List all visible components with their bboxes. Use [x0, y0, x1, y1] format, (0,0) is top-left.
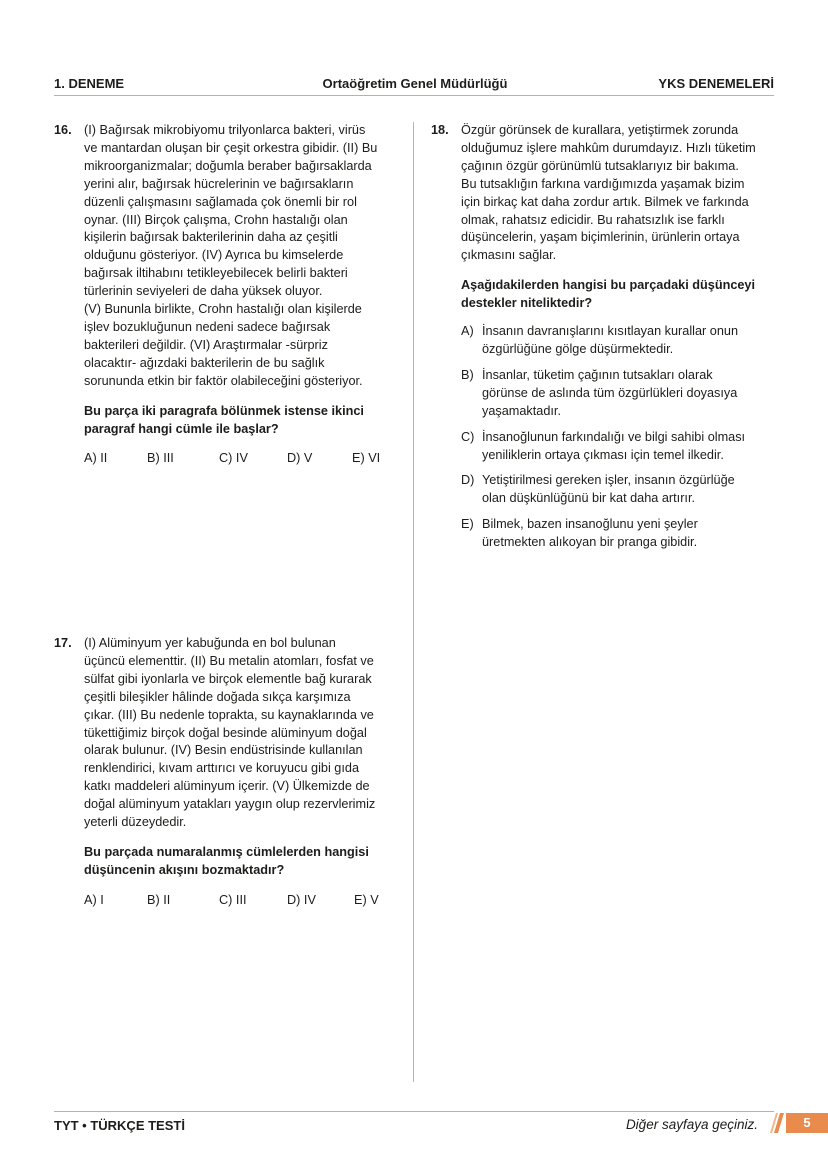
passage-line: için birkaç kat daha zordur artık. Bilmek ve farkında — [461, 194, 749, 209]
passage-line: olduğunu gösteriyor. (IV) Ayrıca bu kimselerde — [84, 248, 344, 263]
passage-line: üçüncü elementtir. (II) Bu metalin atomları, fosfat ve — [84, 653, 374, 668]
question-stem: Aşağıdakilerden hangisi bu parçadaki düşünceyi — [461, 278, 756, 293]
passage-line: çıkar. (III) Bu nedenle toprakta, su kaynaklarında ve — [84, 707, 374, 722]
answer-options — [461, 323, 776, 552]
option-text: İnsanlar, tüketim çağının tutsakları olarak — [482, 367, 713, 382]
option-text: İnsanın davranışlarını kısıtlayan kurallar onun — [482, 324, 739, 339]
column-divider — [413, 122, 414, 1082]
passage-line: (I) Bağırsak mikrobiyomu trilyonlarca bakteri, virüs — [84, 123, 366, 137]
passage-line: kişilerin bağırsak bakterilerinin daha az çeşitli — [84, 230, 338, 245]
option-d[interactable] — [461, 472, 776, 508]
passage-line: düşüncelerin, yaşam biçimlerinin, ürünlerin ortaya — [461, 230, 740, 245]
option-text: görünse de aslında tüm özgürlükleri doyasıya — [482, 385, 738, 400]
passage-line: mikroorganizmalar; doğumla beraber bağırsaklarda — [84, 158, 372, 173]
option-text: özgürlüğüne gölge düşürmektedir. — [482, 341, 674, 356]
option-text: Yetiştirilmesi gereken işler, insanın özgürlüğe — [482, 473, 735, 488]
page-number: 5 — [786, 1113, 828, 1133]
option-e[interactable] — [461, 516, 776, 552]
passage-line: (V) Bununla birlikte, Crohn hastalığı olan kişilerde — [84, 302, 362, 317]
option-c[interactable]: C) III — [219, 892, 247, 907]
option-text: üretmekten alıkoyan bir pranga gibidir. — [482, 535, 698, 550]
passage-line: olarak bulunur. (IV) Besin endüstrisinde kullanılan — [84, 743, 363, 758]
passage-line: olacaktır- ağızdaki bakterilerin de bu sağlık — [84, 355, 325, 370]
question-stem: düşüncenin akışını bozmaktadır? — [84, 862, 285, 877]
passage-line: bağırsak iltihabını tetikleyebilecek belirli bakteri — [84, 266, 348, 281]
option-a[interactable]: A) II — [84, 451, 108, 466]
option-letter: E) — [461, 517, 474, 532]
footer-test-name: TYT • TÜRKÇE TESTİ — [54, 1118, 185, 1133]
option-text: yeniliklerin ortaya çıkması için temel ilkedir. — [482, 447, 724, 462]
passage-line: Özgür görünsek de kurallara, yetiştirmek zorunda — [461, 123, 739, 137]
option-c[interactable]: C) IV — [219, 451, 248, 466]
option-text: olan düşkünlüğünü bir kat daha artırır. — [482, 491, 696, 506]
passage-line: ve mantardan oluşan bir çeşit orkestra gibidir. (II) Bu — [84, 140, 378, 155]
option-a[interactable] — [461, 323, 776, 359]
option-b[interactable]: B) II — [147, 892, 171, 907]
passage-line: çağının özgür görünümlü tutsaklarıyız bir bakıma. — [461, 158, 739, 173]
question-18 — [431, 122, 776, 560]
question-number: 17. — [54, 636, 72, 650]
option-letter: C) — [461, 429, 475, 444]
passage-line: doğal alüminyum yatakları yaygın olup rezervlerimiz — [84, 797, 376, 812]
passage-line: Bu tutsaklığın farkına vardığımızda yaşamak bizim — [461, 176, 745, 191]
stripes-icon — [770, 1113, 786, 1133]
passage-line: olmak, rahatsız edicidir. Bu rahatsızlık ise farklı — [461, 212, 725, 227]
question-stem: destekler niteliktedir? — [461, 296, 593, 311]
header-institution: Ortaöğretim Genel Müdürlüğü — [322, 76, 508, 91]
question-17 — [54, 635, 399, 910]
passage-line: (I) Alüminyum yer kabuğunda en bol bulunan — [84, 636, 336, 650]
option-letter: D) — [461, 473, 475, 488]
header-divider — [54, 95, 774, 96]
passage-line: tükettiğimiz birçok doğal besinde alüminyum doğal — [84, 725, 367, 740]
option-letter: A) — [461, 324, 474, 339]
question-16 — [54, 122, 399, 468]
question-stem: paragraf hangi cümle ile başlar? — [84, 421, 279, 436]
passage-line: sorununda etkin bir faktör olabileceğini gösteriyor. — [84, 373, 363, 388]
footer-next-page-note: Diğer sayfaya geçiniz. — [625, 1117, 758, 1132]
footer-divider — [54, 1111, 774, 1112]
option-d[interactable]: D) IV — [287, 892, 316, 907]
option-text: Bilmek, bazen insanoğlunu yeni şeyler — [482, 517, 698, 532]
header-exam-title: 1. DENEME — [54, 76, 125, 91]
passage-line: olduğumuz işlere mahkûm durumdayız. Hızlı tüketim — [461, 140, 756, 155]
option-text: yaşamaktadır. — [482, 403, 561, 418]
passage-line: bakterileri değildir. (VI) Araştırmalar -sürpriz — [84, 337, 328, 352]
passage-line: çıkmasını sağlar. — [461, 248, 557, 263]
passage-line: yerini alır, bağırsak hücrelerinin ve bağırsakların — [84, 176, 354, 191]
passage-line: düzenli çalışmasını sağlamada çok önemli bir rol — [84, 194, 357, 209]
header-series: YKS DENEMELERİ — [658, 76, 774, 91]
question-stem: Bu parça iki paragrafa bölünmek istense ikinci — [84, 403, 364, 418]
passage-line: türlerinin seviyeleri de daha yüksek oluyor. — [84, 284, 323, 299]
option-e[interactable]: E) VI — [352, 451, 381, 466]
option-letter: B) — [461, 367, 474, 382]
question-stem: Bu parçada numaralanmış cümlelerden hangisi — [84, 844, 369, 859]
option-b[interactable] — [461, 367, 776, 421]
passage-line: katkı maddeleri alüminyum içerir. (V) Ülkemizde de — [84, 779, 370, 794]
question-number: 16. — [54, 123, 72, 137]
passage-line: işlev bozukluğunun nedeni sadece bağırsak — [84, 319, 331, 334]
option-e[interactable]: E) V — [354, 892, 379, 907]
passage-line: yeterli düzeydedir. — [84, 815, 187, 830]
passage-line: oynar. (III) Birçok çalışma, Crohn hastalığı olan — [84, 212, 348, 227]
option-b[interactable]: B) III — [147, 451, 174, 466]
answer-options — [84, 450, 399, 468]
question-number: 18. — [431, 123, 449, 137]
option-c[interactable] — [461, 429, 776, 465]
option-text: İnsanoğlunun farkındalığı ve bilgi sahibi olması — [482, 429, 746, 444]
passage-line: sülfat gibi iyonlarla ve birçok elementle bağ kurarak — [84, 671, 372, 686]
passage-line: renklendirici, kıvam arttırıcı ve koruyucu gibi gıda — [84, 761, 360, 776]
passage-line: çeşitli bileşikler hâlinde doğada sıkça karşımıza — [84, 689, 351, 704]
option-d[interactable]: D) V — [287, 451, 313, 466]
option-a[interactable]: A) I — [84, 892, 104, 907]
answer-options — [84, 892, 399, 910]
